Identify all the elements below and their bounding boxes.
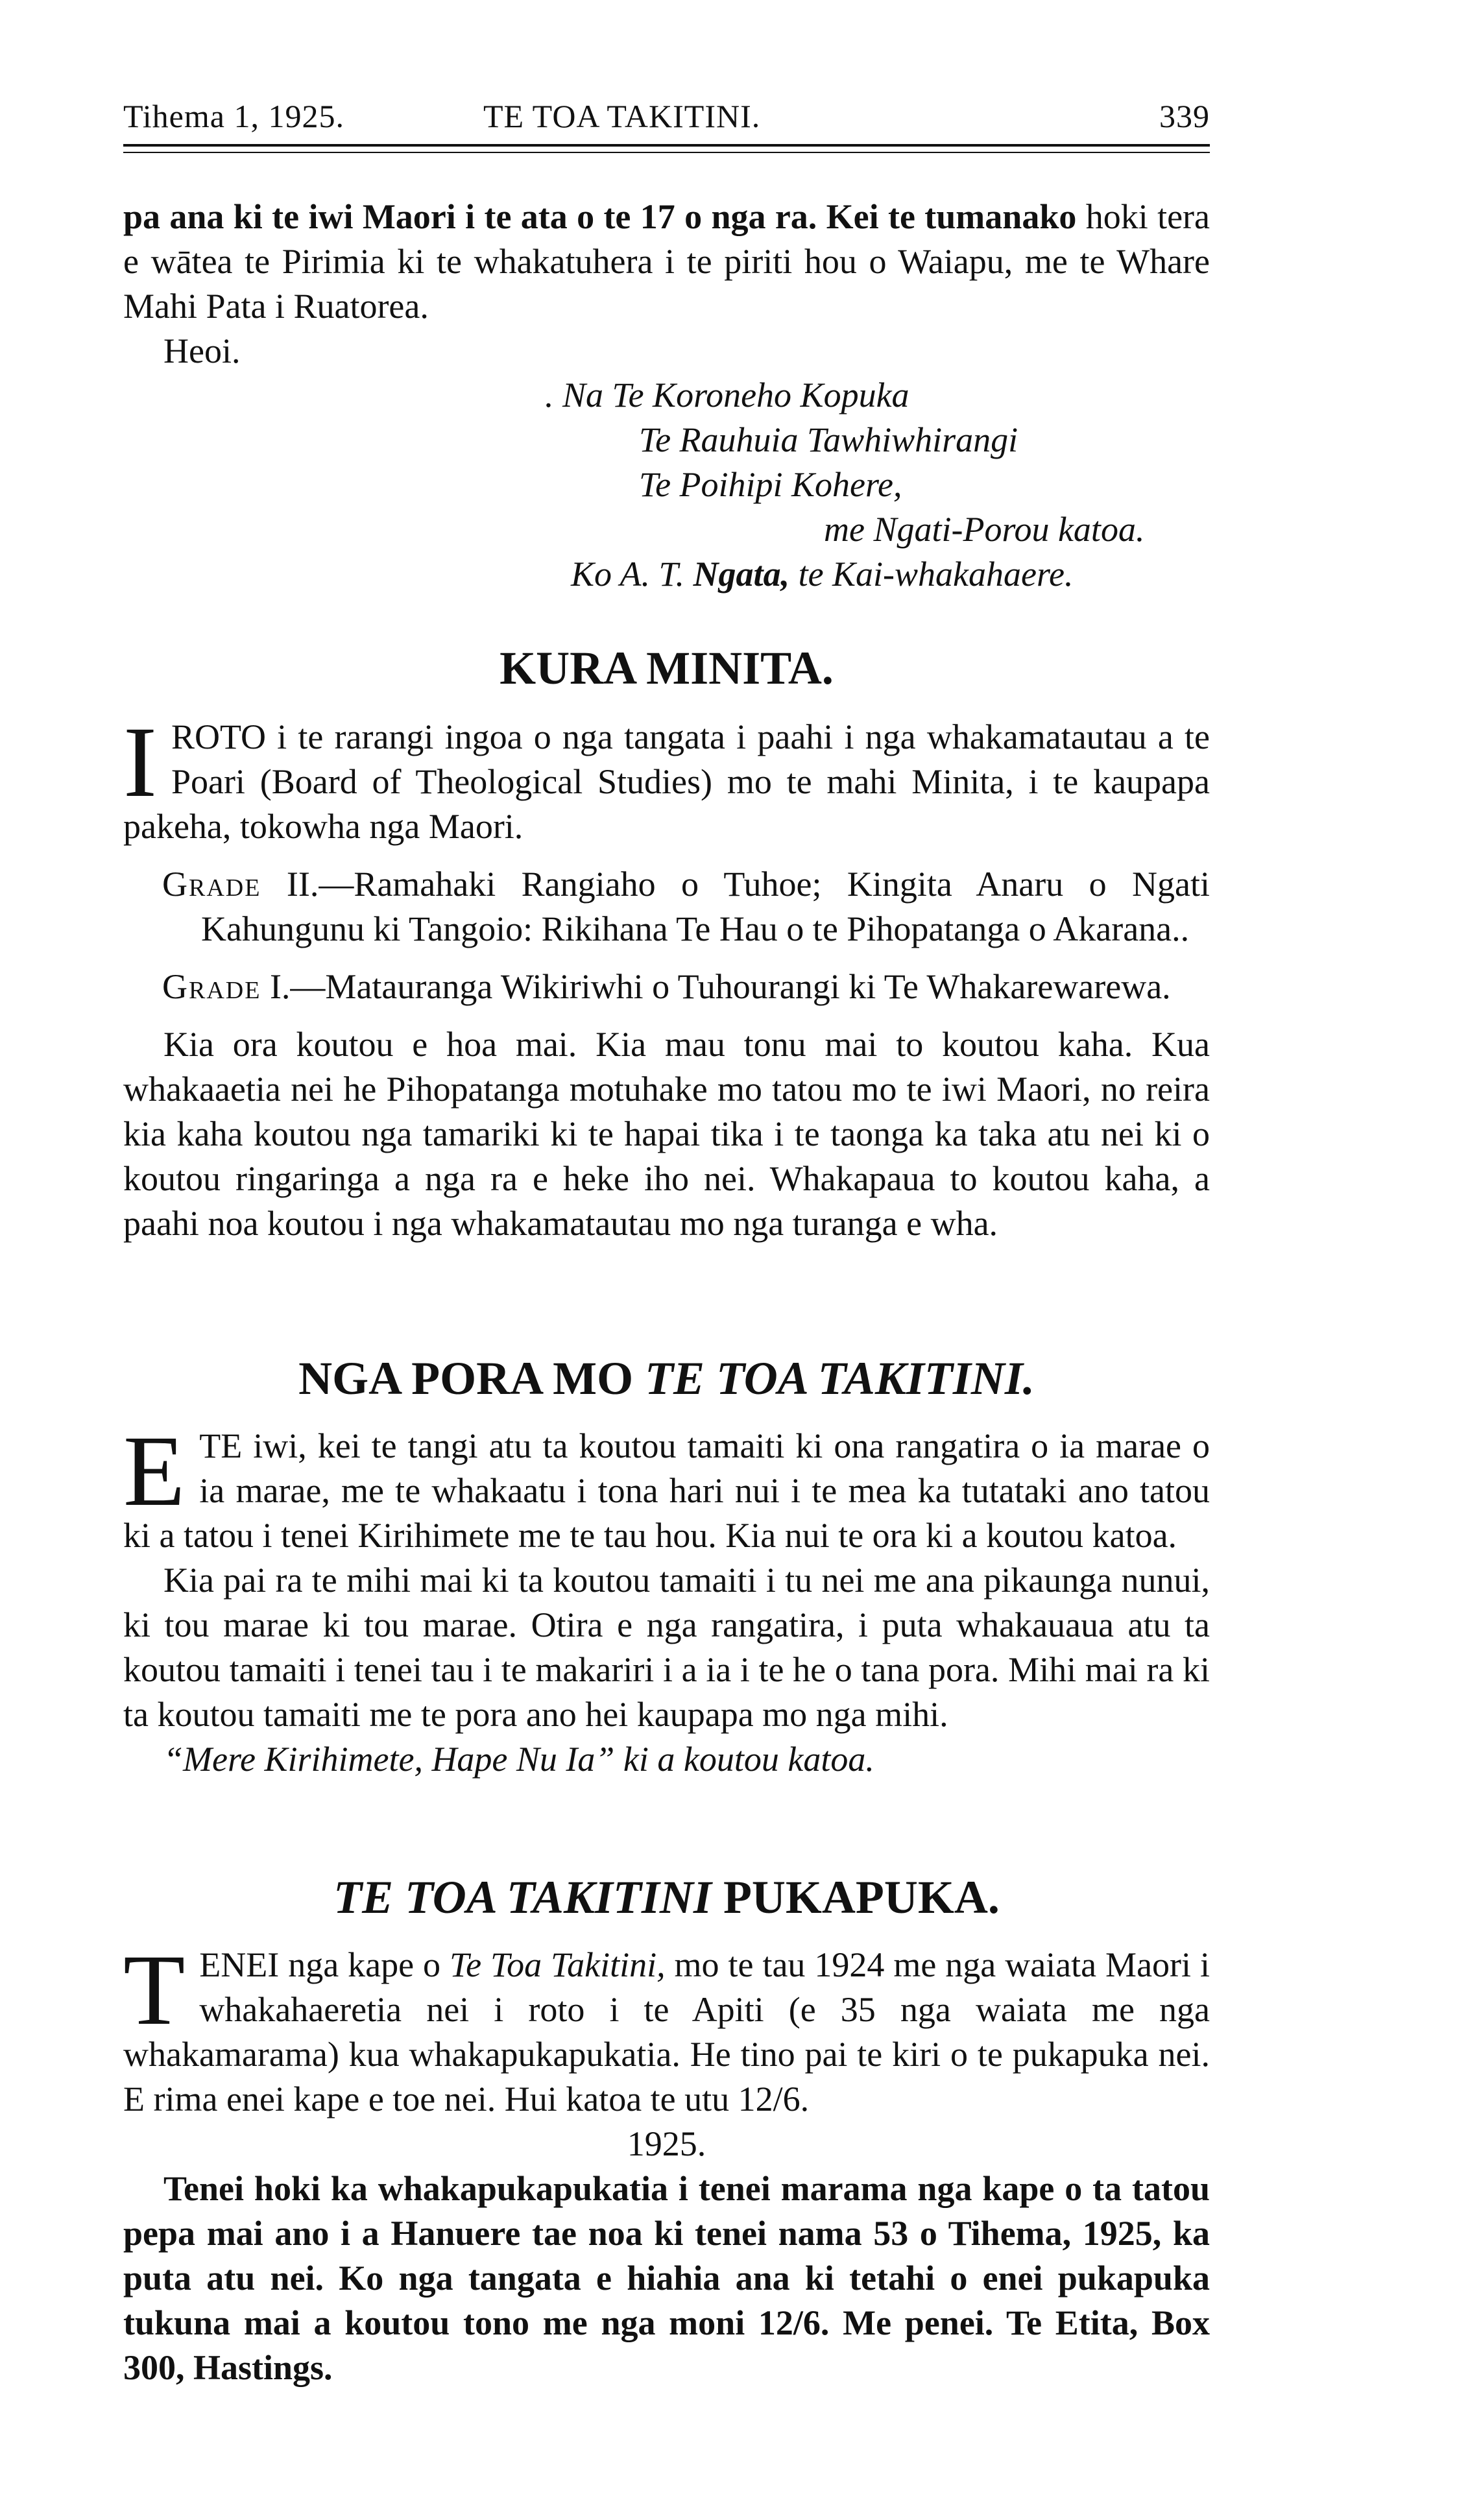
header-rule-thick	[123, 144, 1210, 147]
running-header	[123, 97, 1210, 143]
kura-paragraph-2: Kia ora koutou e hoa mai. Kia mau tonu mai to koutou kaha. Kua whakaaetia nei he Pihopatanga motuhake mo tatou mo te iwi Maori, no reira kia kaha koutou nga tamariki ki te hapai tika i te taonga ka taka atu nei ki o koutou ringaringa a nga ra e heke iho nei. Whakapaua to koutou kaha, a paahi noa koutou i nga whakamatautau mo nga turanga e wha.	[123, 1025, 1210, 1243]
pora-paragraph-2: Kia pai ra te mihi mai ki ta koutou tamaiti i tu nei me ana pikaunga nunui, ki tou marae ki tou marae. Otira e nga rangatira, i puta whakauaua atu ta koutou tamaiti i tenei tau i te makariri i a ia i te he o tana pora. Mihi mai ra ki ta koutou tamaiti me te pora ano hei kaupapa mo nga mihi.	[123, 1561, 1210, 1734]
signature-line-1: . Na Te Koroneho Kopuka	[545, 376, 909, 414]
header-date: Tihema 1, 1925.	[123, 98, 344, 134]
kura-minita-heading: KURA MINITA.	[500, 642, 834, 694]
pukapuka-paragraph-2: Tenei hoki ka whakapukapukatia i tenei marama nga kape o ta tatou pepa mai ano i a Hanuere tae noa ki tenei nama 53 o Tihema, 1925, ka puta atu nei. Ko nga tangata e hiahia ana ki tetahi o enei pukapuka tukuna mai a koutou tono me nga moni 12/6. Me penei. Te Etita, Box 300, Hastings.	[123, 2169, 1210, 2387]
signature-line-3: Te Poihipi Kohere,	[639, 465, 902, 504]
grade-i: Grade I.—Matauranga Wikiriwhi o Tuhourangi ki Te Whakarewarewa.	[162, 967, 1171, 1006]
pukapuka-year: 1925.	[627, 2124, 706, 2163]
heoi: Heoi.	[163, 331, 241, 370]
header-rule-thin	[123, 152, 1210, 153]
page-number: 339	[1159, 98, 1210, 134]
kura-paragraph: IROTO i te rarangi ingoa o nga tangata i paahi i nga whakamatautau a te Poari (Board of Theological Studies) mo te mahi Minita, i te kaupapa pakeha, tokowha nga Maori.	[123, 706, 1210, 846]
signature-line-4: me Ngati-Porou katoa.	[824, 510, 1145, 549]
intro-section	[123, 195, 1210, 374]
pora-paragraph-1: ETE iwi, kei te tangi atu ta koutou tamaiti ki ona rangatira o ia marae o ia marae, me te whakaatu i tona hari nui i te mea ka tutataki ano tatou ki a tatou i tenei Kirihimete me te tau hou. Kia nui te ora ki a koutou katoa.	[123, 1415, 1210, 1555]
grade-ii: Grade II.—Ramahaki Rangiaho o Tuhoe; Kingita Anaru o Ngati Kahungunu ki Tangoio: Rikihana Te Hau o te Pihopatanga o Akarana..	[162, 865, 1210, 948]
kura-minita-section	[123, 706, 1210, 1246]
pukapuka-heading: TE TOA TAKITINI PUKAPUKA.	[333, 1871, 1000, 1923]
header-title: TE TOA TAKITINI.	[483, 98, 761, 134]
intro-paragraph: pa ana ki te iwi Maori i te ata o te 17 o nga ra. Kei te tumanako hoki tera e wātea te Pirimia ki te whakatuhera i te piriti hou o Waiapu, me te Whare Mahi Pata i Ruatorea.	[123, 197, 1210, 326]
signature-line-5: Ko A. T. Ngata, te Kai-whakahaere.	[571, 555, 1074, 594]
drop-cap-i: I	[123, 706, 157, 818]
pukapuka-paragraph-1: TENEI nga kape o Te Toa Takitini, mo te tau 1924 me nga waiata Maori i whakahaeretia nei i roto i te Apiti (e 35 nga waiata me nga whakamarama) kua whakapukapukatia. He tino pai te kiri o te pukapuka nei. E rima enei kape e toe nei. Hui katoa te utu 12/6.	[123, 1934, 1210, 2118]
drop-cap-e: E	[123, 1415, 186, 1527]
drop-cap-t: T	[123, 1934, 186, 2046]
pora-greeting: “Mere Kirihimete, Hape Nu Ia” ki a koutou katoa.	[163, 1740, 874, 1779]
nga-pora-section	[123, 1415, 1210, 1782]
signature-line-2: Te Rauhuia Tawhiwhirangi	[639, 420, 1018, 459]
pukapuka-section	[123, 1934, 1210, 2390]
nga-pora-heading: NGA PORA MO TE TOA TAKITINI.	[298, 1352, 1035, 1404]
